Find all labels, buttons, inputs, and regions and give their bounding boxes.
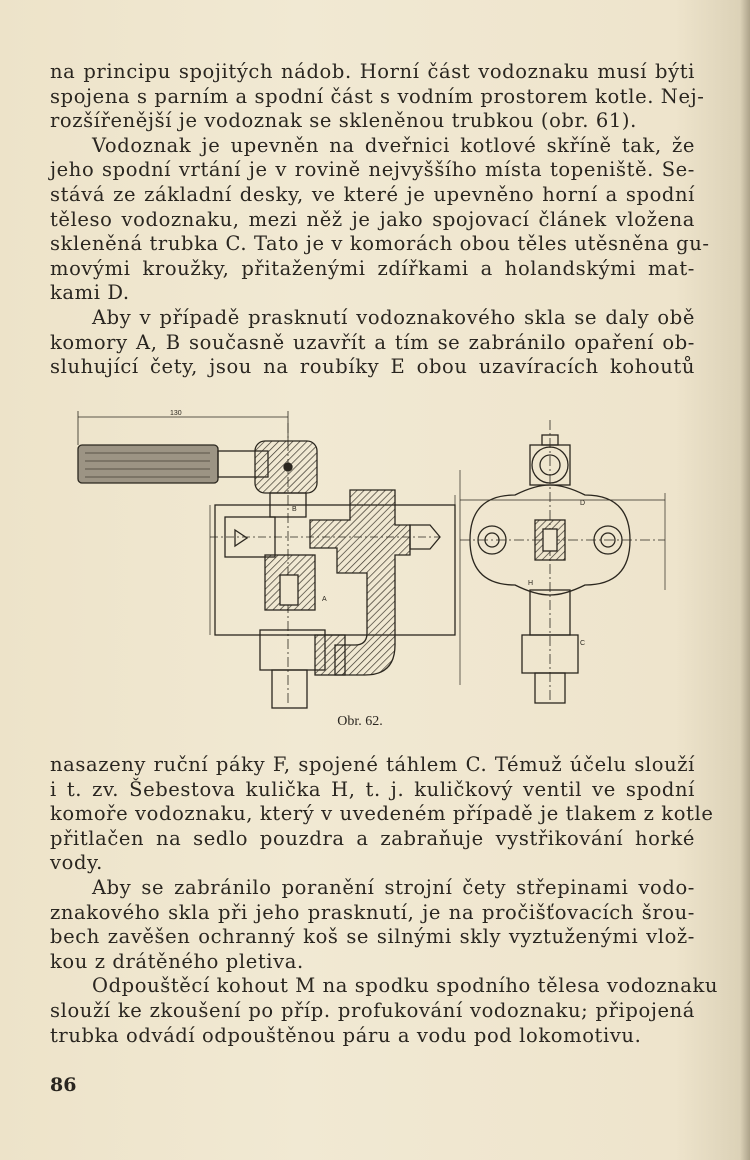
paragraph-1 <box>50 60 705 134</box>
text-line: Vodoznak je upevněn na dveřnici kotlové skříně tak, že <box>92 133 695 157</box>
text-line: vody. <box>50 851 103 875</box>
text-line: bech zavěšen ochranný koš se silnými skly vyztuženými vlož- <box>50 925 695 949</box>
text-line: trubka odvádí odpouštěnou páru a vodu pod lokomotivu. <box>50 1023 642 1047</box>
text-line: kou z drátěného pletiva. <box>50 949 304 973</box>
text-line: těleso vodoznaku, mezi něž je jako spojovací článek vložena <box>50 207 695 231</box>
text-line: stává ze základní desky, ve které je upevněno horní a spodní <box>50 182 695 206</box>
text-line: movými kroužky, přitaženými zdířkami a holandskými mat- <box>50 256 695 280</box>
page-number: 86 <box>50 1074 77 1096</box>
text-block-bottom <box>50 753 719 1048</box>
text-line: jeho spodní vrtání je v rovině nejvyššího místa topeniště. Se- <box>50 158 695 182</box>
text-line: Aby v případě prasknutí vodoznakového skla se daly obě <box>92 305 695 329</box>
text-line: na principu spojitých nádob. Horní část vodoznaku musí býti <box>50 60 695 83</box>
paragraph-3 <box>50 306 695 380</box>
text-line: komory A, B současně uzavřít a tím se zabránilo opaření ob- <box>50 330 695 354</box>
figure-caption: Obr. 62. <box>337 714 383 729</box>
text-line: komoře vodoznaku, který v uvedeném případě je tlakem z kotle <box>50 802 714 826</box>
text-line: rozšířenější je vodoznak se skleněnou trubkou (obr. 61). <box>50 109 637 133</box>
label-h: H <box>528 580 534 587</box>
paragraph-5 <box>50 876 695 974</box>
text-line: sluhující čety, jsou na roubíky E obou uzavíracích kohoutů <box>50 355 695 379</box>
technical-drawing <box>60 405 690 710</box>
text-line: skleněná trubka C. Tato je v komorách obou těles utěsněna gu- <box>50 232 710 256</box>
text-line: i t. zv. Šebestova kulička H, t. j. kuličkový ventil ve spodní <box>50 777 695 801</box>
label-c: C <box>580 640 586 647</box>
text-line: kami D. <box>50 281 130 305</box>
label-d: D <box>580 500 586 507</box>
paragraph-2 <box>50 133 710 306</box>
front-view <box>460 420 665 703</box>
text-block-top <box>50 60 710 380</box>
text-line: nasazeny ruční páky F, spojené táhlem C. Témuž účelu slouží <box>50 753 695 776</box>
dim-label: 130 <box>170 410 182 417</box>
page-edge-shadow <box>740 0 750 1160</box>
paragraph-6 <box>50 974 719 1048</box>
side-view <box>78 410 455 708</box>
text-line: znakového skla při jeho prasknutí, je na pročišťovacích šrou- <box>50 900 695 924</box>
text-line: Aby se zabránilo poranění strojní čety střepinami vodo- <box>92 875 695 899</box>
label-a: A <box>322 596 327 603</box>
text-line: přitlačen na sedlo pouzdra a zabraňuje vystřikování horké <box>50 826 695 850</box>
text-line: spojena s parním a spodní část s vodním prostorem kotle. Nej- <box>50 84 705 108</box>
paragraph-4 <box>50 753 714 876</box>
label-b: B <box>292 506 297 513</box>
text-line: slouží ke zkoušení po příp. profukování vodoznaku; připojená <box>50 998 695 1022</box>
text-line: Odpouštěcí kohout M na spodku spodního tělesa vodoznaku <box>92 974 719 998</box>
